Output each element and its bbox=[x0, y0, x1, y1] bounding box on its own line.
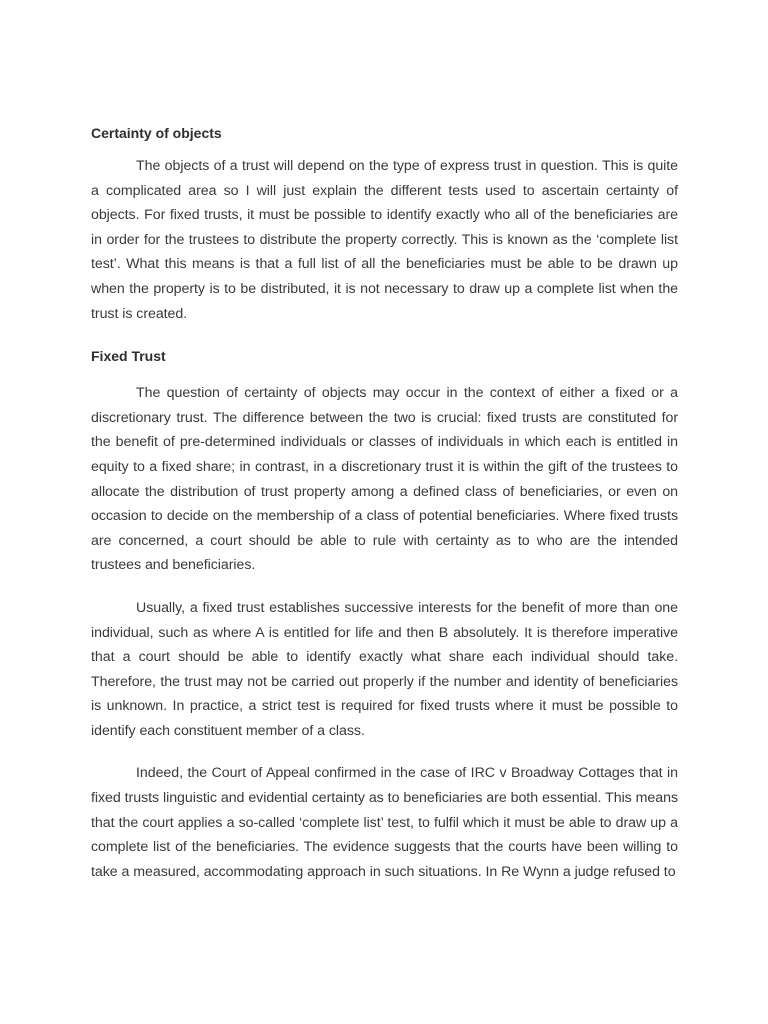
section-heading-certainty-of-objects: Certainty of objects bbox=[91, 125, 222, 141]
document-body bbox=[91, 122, 678, 884]
paragraph: Usually, a fixed trust establishes successive interests for the benefit of more than one individual, such as where A is entitled for life and then B absolutely. It is therefore imperative that a court should be able to identify exactly what share each individual should take. Therefore, the trust may not be carried out properly if the number and identity of beneficiaries is unknown. In practice, a strict test is required for fixed trusts where it must be possible to identify each constituent member of a class. bbox=[91, 599, 678, 739]
section-heading-fixed-trust: Fixed Trust bbox=[91, 348, 166, 365]
paragraph: The objects of a trust will depend on the type of express trust in question. This is quite a complicated area so I will just explain the different tests used to ascertain certainty of objects. For fixed trusts, it must be possible to identify exactly who all of the beneficiaries are in order for the trustees to distribute the property correctly. This is known as the ‘complete list test’. What this means is that a full list of all the beneficiaries must be able to be drawn up when the property is to be distributed, it is not necessary to draw up a complete list when the trust is created. bbox=[91, 158, 678, 322]
paragraph: The question of certainty of objects may occur in the context of either a fixed or a discretionary trust. The difference between the two is crucial: fixed trusts are constituted for the benefit of pre-determined individuals or classes of individuals in which each is entitled in equity to a fixed share; in contrast, in a discretionary trust it is within the gift of the trustees to allocate the distribution of trust property among a defined class of beneficiaries, or even on occasion to decide on the membership of a class of potential beneficiaries. Where fixed trusts are concerned, a court should be able to rule with certainty as to who are the intended trustees and beneficiaries. bbox=[91, 385, 678, 574]
paragraph: Indeed, the Court of Appeal confirmed in the case of IRC v Broadway Cottages that in fixed trusts linguistic and evidential certainty as to beneficiaries are both essential. This means that the court applies a so-called ‘complete list’ test, to fulfil which it must be able to draw up a complete list of the beneficiaries. The evidence suggests that the courts have been willing to take a measured, accommodating approach in such situations. In Re Wynn a judge refused to bbox=[91, 765, 678, 880]
